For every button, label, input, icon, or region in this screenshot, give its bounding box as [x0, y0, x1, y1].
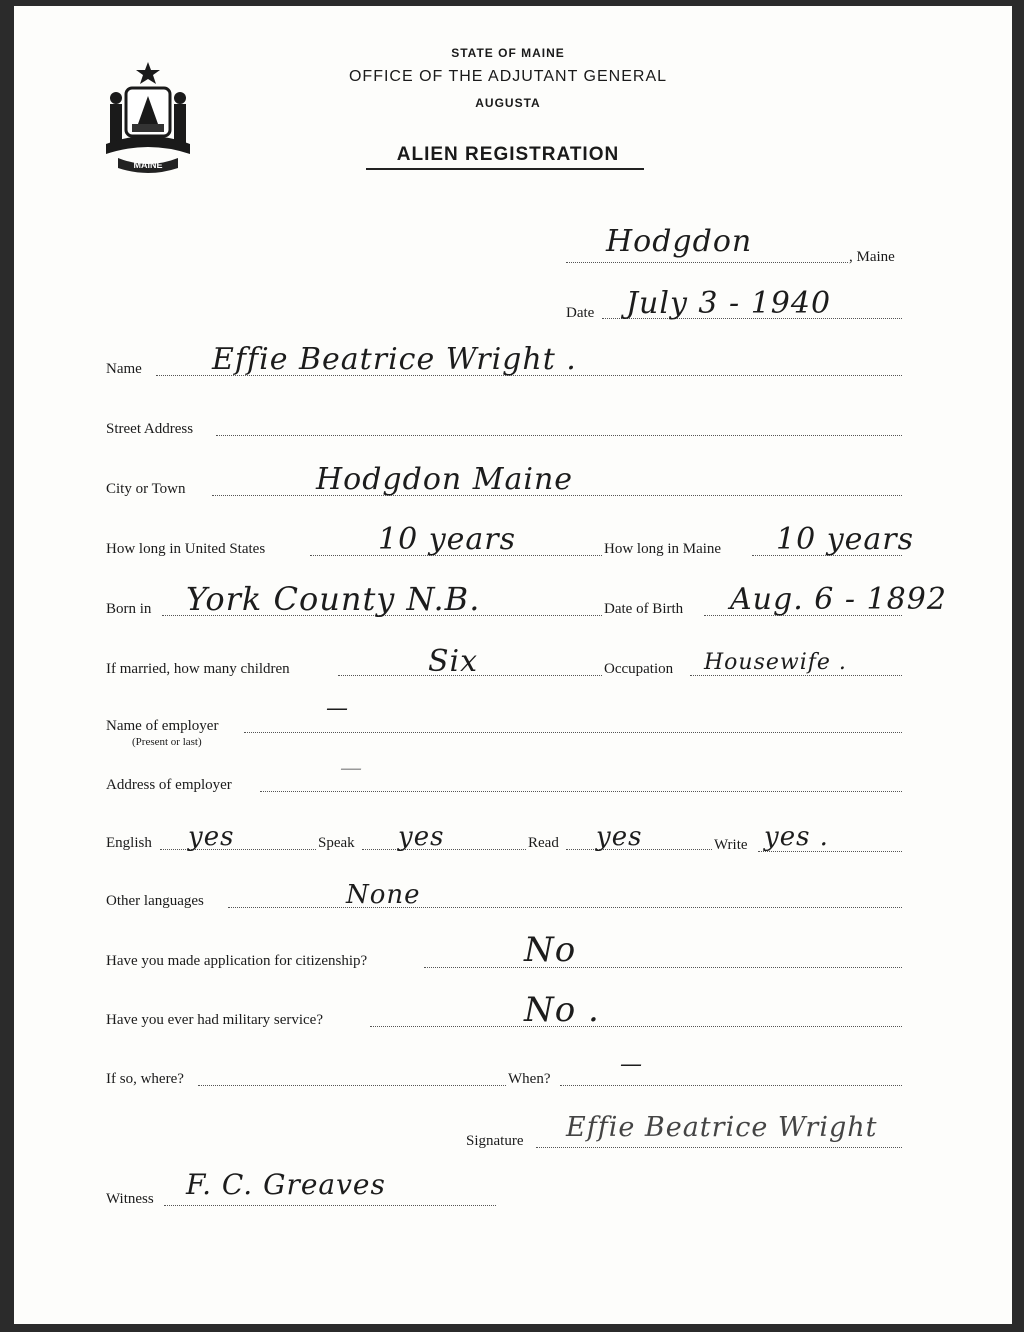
city-label: City or Town	[106, 481, 186, 497]
date-value[interactable]: July 3 - 1940	[626, 286, 832, 321]
citizenship-line	[424, 967, 902, 968]
speak-label: Speak	[318, 835, 355, 851]
employer-address-value[interactable]: —	[340, 756, 363, 781]
street-label: Street Address	[106, 421, 194, 437]
city-value[interactable]: Hodgdon Maine	[316, 462, 574, 497]
maine-value[interactable]: 10 years	[776, 522, 915, 557]
name-label: Name	[106, 361, 142, 377]
children-label: If married, how many children	[106, 661, 290, 677]
us-value[interactable]: 10 years	[378, 522, 517, 557]
english-line	[160, 849, 316, 850]
military-line	[370, 1026, 902, 1027]
speak-value[interactable]: yes	[398, 822, 445, 852]
employer-address-label: Address of employer	[106, 777, 232, 793]
us-label: How long in United States	[106, 541, 266, 557]
languages-line	[228, 907, 902, 908]
maine-state-seal-icon	[96, 58, 200, 178]
header-state: STATE OF MAINE	[451, 46, 565, 60]
maine-label: How long in Maine	[604, 541, 722, 557]
citizenship-label: Have you made application for citizenship?	[106, 953, 368, 969]
seal-text: MAINE	[133, 160, 163, 170]
read-label: Read	[528, 835, 559, 851]
date-label: Date	[566, 305, 595, 321]
occupation-label: Occupation	[604, 661, 674, 677]
header-office: OFFICE OF THE ADJUTANT GENERAL	[348, 68, 668, 85]
header-city: AUGUSTA	[475, 96, 541, 110]
military-value[interactable]: No .	[524, 990, 600, 1030]
write-label: Write	[714, 837, 748, 853]
town-value[interactable]: Hodgdon	[606, 224, 753, 259]
dob-label: Date of Birth	[604, 601, 684, 617]
born-value[interactable]: York County N.B.	[186, 580, 481, 618]
employer-value[interactable]: —	[326, 696, 349, 721]
occupation-line	[690, 675, 902, 676]
english-label: English	[106, 835, 152, 851]
employer-address-line	[260, 791, 902, 792]
title-underline	[366, 168, 644, 170]
where-line	[198, 1085, 506, 1086]
witness-line	[164, 1205, 496, 1206]
occupation-value[interactable]: Housewife .	[704, 650, 847, 675]
military-label: Have you ever had military service?	[106, 1012, 323, 1028]
employer-line	[244, 732, 902, 733]
witness-value[interactable]: F. C. Greaves	[186, 1168, 386, 1201]
when-label: When?	[508, 1071, 551, 1087]
employer-sublabel: (Present or last)	[132, 736, 202, 748]
town-line	[566, 262, 848, 263]
where-label: If so, where?	[106, 1071, 184, 1087]
born-label: Born in	[106, 601, 152, 617]
languages-label: Other languages	[106, 893, 204, 909]
town-suffix: , Maine	[849, 249, 895, 265]
street-line	[216, 435, 902, 436]
name-value[interactable]: Effie Beatrice Wright .	[212, 342, 577, 377]
signature-value[interactable]: Effie Beatrice Wright	[566, 1112, 878, 1143]
page-title: ALIEN REGISTRATION	[396, 144, 620, 165]
employer-label: Name of employer	[106, 718, 219, 734]
children-value[interactable]: Six	[428, 644, 479, 679]
read-value[interactable]: yes	[596, 822, 643, 852]
write-value[interactable]: yes .	[764, 822, 829, 852]
when-value[interactable]: —	[620, 1052, 643, 1077]
when-line	[560, 1085, 902, 1086]
witness-label: Witness	[106, 1191, 154, 1207]
citizenship-value[interactable]: No	[524, 930, 577, 970]
signature-line	[536, 1147, 902, 1148]
languages-value[interactable]: None	[346, 880, 421, 910]
dob-value[interactable]: Aug. 6 - 1892	[730, 582, 947, 617]
english-value[interactable]: yes	[188, 822, 235, 852]
signature-label: Signature	[466, 1133, 524, 1149]
